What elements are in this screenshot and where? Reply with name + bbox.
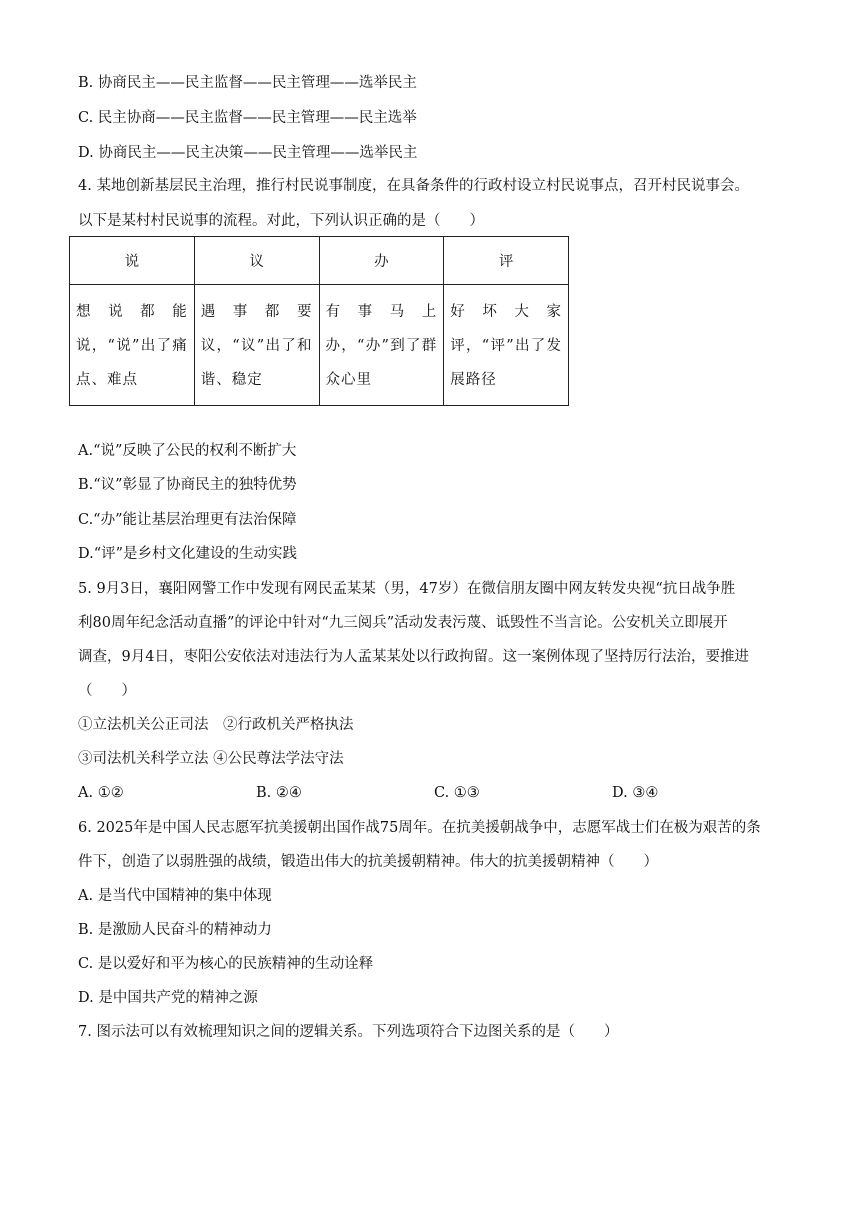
option-text: 协商民主——民主决策——民主管理——选举民主 [98,145,418,161]
option-letter: B. [78,75,94,91]
q4-option-c: C.“办”能让基层治理更有法治保障 [78,512,297,528]
q5-choice-b: B. ②④ [256,785,302,801]
table-cell: 有事马上办，“办”到了群众心里 [319,285,444,406]
table-cell: 想说都能说，“说”出了痛点、难点 [70,285,195,406]
q5-stem-line-1: 5. 9月3日，襄阳网警工作中发现有网民孟某某（男，47岁）在微信朋友圈中网友转发央视“抗日战争胜 [78,581,736,597]
table-cell: 遇事都要议，“议”出了和谐、稳定 [194,285,319,406]
option-text: 协商民主——民主监督——民主管理——选举民主 [97,75,417,91]
option-letter: C. [78,110,94,126]
table-header-cell: 评 [444,237,569,285]
q6-option-d: D. 是中国共产党的精神之源 [78,990,258,1006]
q6-option-b: B. 是激励人民奋斗的精神动力 [78,922,272,938]
q6-option-c: C. 是以爱好和平为核心的民族精神的生动诠释 [78,956,374,972]
q5-stem-line-3: 调查，9月4日，枣阳公安依法对违法行为人孟某某处以行政拘留。这一案例体现了坚持厉行法治，要推进 [78,649,749,665]
q3-option-c [78,108,417,128]
q3-option-d [78,143,417,163]
q3-option-b [78,73,417,93]
q5-choices [78,783,718,803]
q4-process-table [69,236,569,406]
q4-option-b: B.“议”彰显了协商民主的独特优势 [78,477,297,493]
q4-option-a: A.“说”反映了公民的权利不断扩大 [78,443,297,459]
table-header-cell: 办 [319,237,444,285]
table-row [70,285,569,406]
q5-choice-c: C. ①③ [434,785,480,801]
q4-stem-line-1: 4. 某地创新基层民主治理，推行村民说事制度，在具备条件的行政村设立村民说事点，召开村民说事会。 [78,178,749,194]
q4-stem-line-2: 以下是某村村民说事的流程。对此，下列认识正确的是（ ） [78,213,484,229]
q5-choice-a: A. ①② [78,785,124,801]
q5-choice-d: D. ③④ [612,785,659,801]
q6-option-a: A. 是当代中国精神的集中体现 [78,888,272,904]
q6-stem-line-2: 件下，创造了以弱胜强的战绩，锻造出伟大的抗美援朝精神。伟大的抗美援朝精神（ ） [78,854,658,870]
q6-stem-line-1: 6. 2025年是中国人民志愿军抗美援朝出国作战75周年。在抗美援朝战争中，志愿军战士们在极为艰苦的条 [78,820,761,836]
option-letter: D. [78,145,94,161]
table-header-cell: 议 [194,237,319,285]
q7-stem-line-1: 7. 图示法可以有效梳理知识之间的逻辑关系。下列选项符合下边图关系的是（ ） [78,1024,619,1040]
table-header-row [70,237,569,285]
q4-option-d: D.“评”是乡村文化建设的生动实践 [78,546,298,562]
q5-items-line-2: ③司法机关科学立法 ④公民尊法学法守法 [78,751,344,767]
table-cell: 好坏大家评，“评”出了发展路径 [444,285,569,406]
q5-stem-line-2: 利80周年纪念活动直播”的评论中针对“九三阅兵”活动发表污蔑、诋毁性不当言论。公安机关立即展开 [78,615,728,631]
option-text: 民主协商——民主监督——民主管理——民主选举 [97,110,417,126]
q5-stem-line-4: （ ） [78,683,136,699]
q5-items-line-1: ①立法机关公正司法 ②行政机关严格执法 [78,717,354,733]
table-header-cell: 说 [70,237,195,285]
